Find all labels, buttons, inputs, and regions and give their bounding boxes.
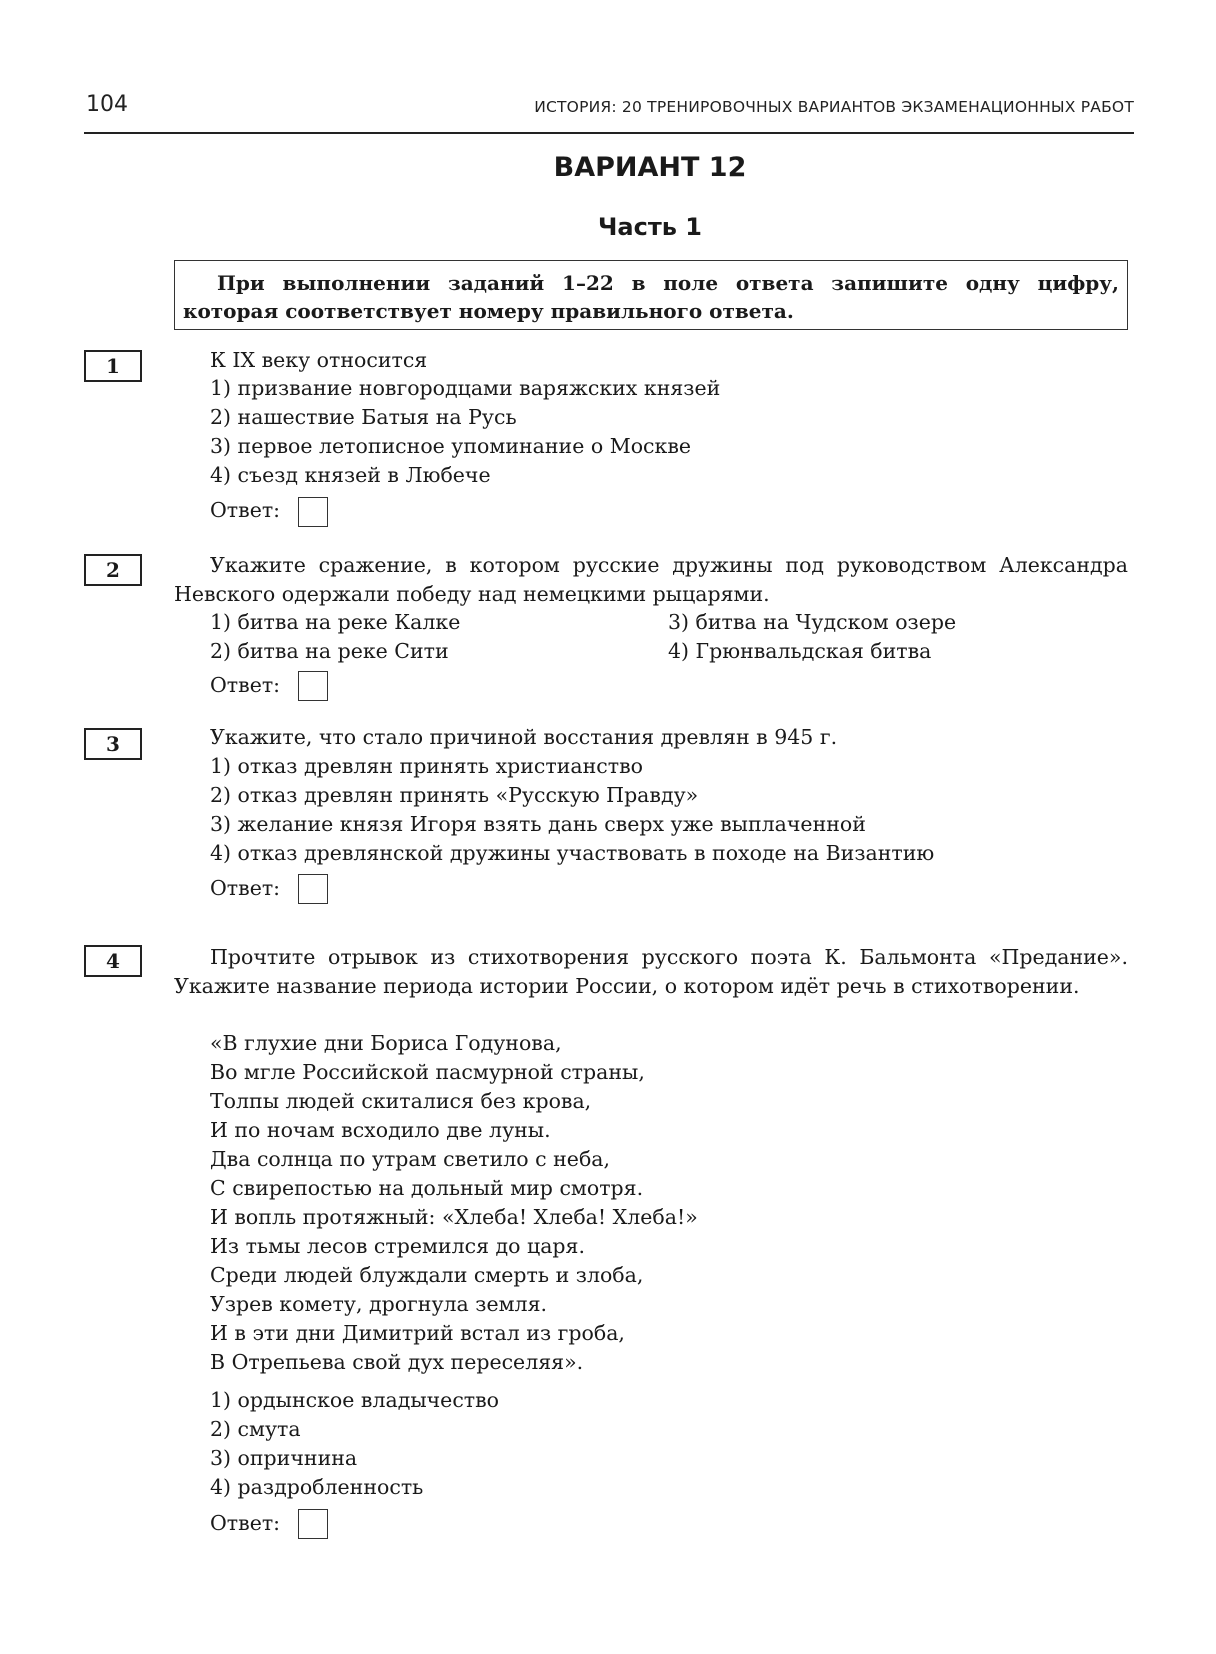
- task-1-question: К IX веку относится: [210, 348, 428, 372]
- task-4-option-3: 3) опричнина: [210, 1446, 358, 1470]
- page-number: 104: [86, 92, 128, 117]
- poem-line-5: Два солнца по утрам светило с неба,: [210, 1147, 611, 1171]
- poem-line-11: И в эти дни Димитрий встал из гроба,: [210, 1321, 625, 1345]
- task-4-option-1: 1) ордынское владычество: [210, 1388, 500, 1412]
- task-4-option-2: 2) смута: [210, 1417, 301, 1441]
- task-1-option-3: 3) первое летописное упоминание о Москве: [210, 434, 691, 458]
- task-4-answer-label: Ответ:: [210, 1511, 281, 1535]
- task-number-1: 1: [84, 350, 142, 382]
- task-3-question: Укажите, что стало причиной восстания древлян в 945 г.: [210, 725, 838, 749]
- task-3-answer-input[interactable]: [298, 874, 328, 904]
- task-2-question: Укажите сражение, в котором русские дружины под руководством Александра Невского одержали победу над немецкими рыцарями.: [174, 553, 1128, 607]
- task-3-option-4: 4) отказ древлянской дружины участвовать в походе на Византию: [210, 841, 935, 865]
- task-4-question: Прочтите отрывок из стихотворения русского поэта К. Бальмонта «Предание». Укажите название периода истории России, о котором идёт речь в стихотворении.: [174, 945, 1128, 999]
- poem-line-10: Узрев комету, дрогнула земля.: [210, 1292, 548, 1316]
- task-3-option-1: 1) отказ древлян принять христианство: [210, 754, 644, 778]
- poem-line-4: И по ночам всходило две луны.: [210, 1118, 551, 1142]
- task-2-option-3: 3) битва на Чудском озере: [668, 610, 957, 634]
- task-1-option-4: 4) съезд князей в Любече: [210, 463, 491, 487]
- variant-title: ВАРИАНТ 12: [553, 152, 747, 183]
- task-2-answer-label: Ответ:: [210, 673, 281, 697]
- poem-line-3: Толпы людей скиталися без крова,: [210, 1089, 592, 1113]
- task-number-2: 2: [84, 554, 142, 586]
- task-2-option-2: 2) битва на реке Сити: [210, 639, 449, 663]
- task-1-answer-label: Ответ:: [210, 498, 281, 522]
- poem-line-7: И вопль протяжный: «Хлеба! Хлеба! Хлеба!»: [210, 1205, 698, 1229]
- task-2-option-1: 1) битва на реке Калке: [210, 610, 461, 634]
- poem-line-9: Среди людей блуждали смерть и злоба,: [210, 1263, 644, 1287]
- task-number-4: 4: [84, 945, 142, 977]
- instruction-box: При выполнении заданий 1–22 в поле ответа запишите одну цифру, которая соответствует номеру правильного ответа.: [174, 260, 1128, 330]
- task-4-option-4: 4) раздробленность: [210, 1475, 424, 1499]
- poem-line-6: С свирепостью на дольный мир смотря.: [210, 1176, 644, 1200]
- poem-line-12: В Отрепьева свой дух переселяя».: [210, 1350, 584, 1374]
- task-3-option-3: 3) желание князя Игоря взять дань сверх уже выплаченной: [210, 812, 866, 836]
- poem-line-2: Во мгле Российской пасмурной страны,: [210, 1060, 645, 1084]
- task-3-option-2: 2) отказ древлян принять «Русскую Правду»: [210, 783, 699, 807]
- task-2-answer-input[interactable]: [298, 671, 328, 701]
- task-1-option-1: 1) призвание новгородцами варяжских князей: [210, 376, 721, 400]
- running-title: ИСТОРИЯ: 20 ТРЕНИРОВОЧНЫХ ВАРИАНТОВ ЭКЗАМЕНАЦИОННЫХ РАБОТ: [534, 98, 1134, 116]
- task-1-answer-input[interactable]: [298, 497, 328, 527]
- task-2-option-4: 4) Грюнвальдская битва: [668, 639, 932, 663]
- task-number-3: 3: [84, 728, 142, 760]
- task-3-answer-label: Ответ:: [210, 876, 281, 900]
- task-4-answer-input[interactable]: [298, 1509, 328, 1539]
- poem-line-8: Из тьмы лесов стремился до царя.: [210, 1234, 585, 1258]
- task-1-option-2: 2) нашествие Батыя на Русь: [210, 405, 517, 429]
- page-header: [84, 92, 1134, 134]
- part-title: Часть 1: [598, 213, 702, 241]
- poem-line-1: «В глухие дни Бориса Годунова,: [210, 1031, 562, 1055]
